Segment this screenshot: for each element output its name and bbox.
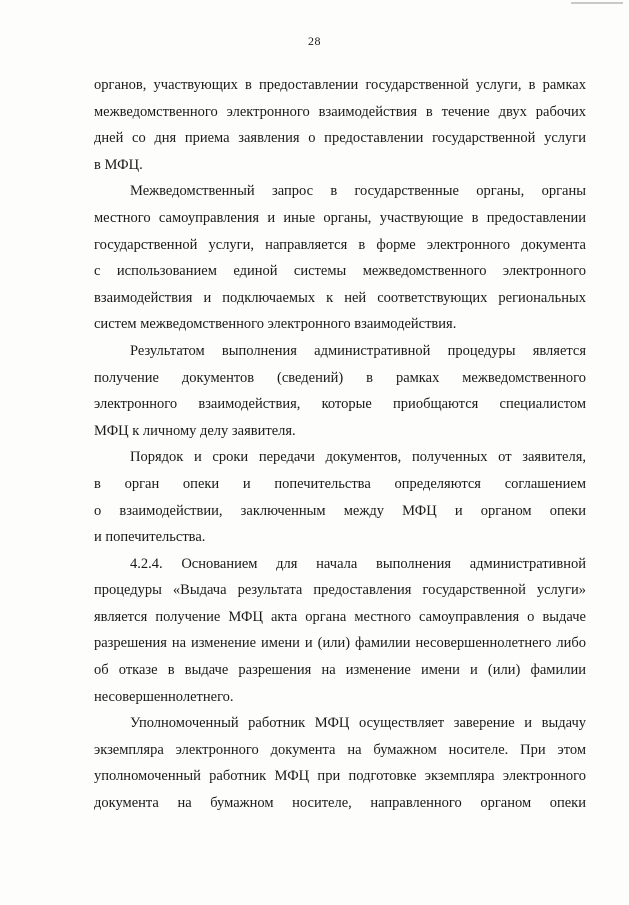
text-line: получение документов (сведений) в рамках межведомственного xyxy=(94,369,586,386)
text-line: взаимодействия и подключаемых к ней соответствующих региональных xyxy=(94,289,586,306)
text-line: Результатом выполнения административной процедуры является xyxy=(130,342,586,359)
scan-edge-mark xyxy=(571,2,623,4)
text-line: органов, участвующих в предоставлении государственной услуги, в рамках xyxy=(94,77,586,93)
text-line: и попечительства. xyxy=(94,529,206,546)
paragraph xyxy=(94,178,586,338)
paragraph xyxy=(94,72,586,178)
text-line: уполномоченный работник МФЦ при подготовке экземпляра электронного xyxy=(94,768,586,785)
text-line: в орган опеки и попечительства определяются соглашением xyxy=(94,475,586,492)
text-line: 4.2.4. Основанием для начала выполнения административной xyxy=(130,555,586,572)
text-line: несовершеннолетнего. xyxy=(94,688,234,705)
text-line: с использованием единой системы межведомственного электронного xyxy=(94,263,586,280)
text-line: о взаимодействии, заключенным между МФЦ и органом опеки xyxy=(94,502,586,519)
text-line: в МФЦ. xyxy=(94,156,143,173)
text-line: дней со дня приема заявления о предоставлении государственной услуги xyxy=(94,130,586,147)
paragraph xyxy=(94,338,586,444)
paragraph xyxy=(94,710,586,816)
text-line: Межведомственный запрос в государственные органы, органы xyxy=(130,183,586,200)
text-line: местного самоуправления и иные органы, участвующие в предоставлении xyxy=(94,209,586,226)
text-line: систем межведомственного электронного взаимодействия. xyxy=(94,316,457,333)
text-line: экземпляра электронного документа на бумажном носителе. При этом xyxy=(94,741,586,758)
text-line: разрешения на изменение имени и (или) фамилии несовершеннолетнего либо xyxy=(94,635,586,652)
text-line: об отказе в выдаче разрешения на изменение имени и (или) фамилии xyxy=(94,662,586,679)
text-line: межведомственного электронного взаимодействия в течение двух рабочих xyxy=(94,103,586,120)
page-number: 28 xyxy=(308,34,321,48)
paragraph xyxy=(94,444,586,550)
text-line: МФЦ к личному делу заявителя. xyxy=(94,422,296,439)
paragraph xyxy=(94,551,586,711)
text-line: Порядок и сроки передачи документов, полученных от заявителя, xyxy=(130,449,586,466)
text-line: государственной услуги, направляется в форме электронного документа xyxy=(94,236,586,253)
document-body xyxy=(94,72,586,817)
text-line: Уполномоченный работник МФЦ осуществляет заверение и выдачу xyxy=(130,715,586,732)
text-line: процедуры «Выдача результата предоставления государственной услуги» xyxy=(94,582,586,599)
text-line: электронного взаимодействия, которые приобщаются специалистом xyxy=(94,396,586,413)
text-line: документа на бумажном носителе, направленного органом опеки xyxy=(94,795,586,812)
text-line: является получение МФЦ акта органа местного самоуправления о выдаче xyxy=(94,608,586,625)
